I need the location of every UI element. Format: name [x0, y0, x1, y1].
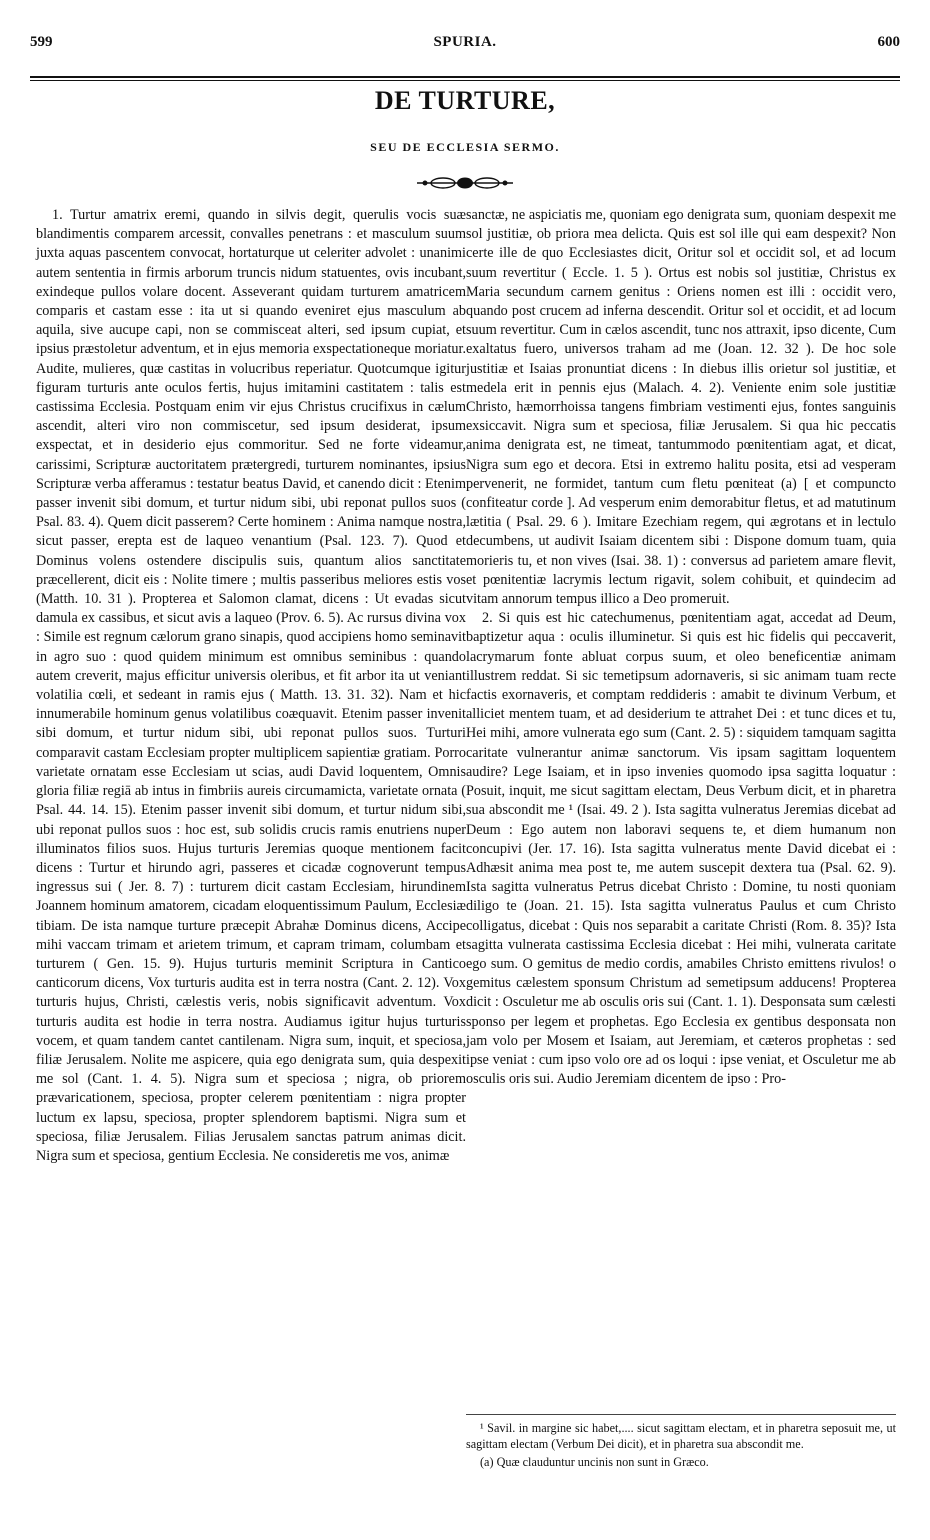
right-column	[466, 206, 896, 1089]
footnote-1: ¹ Savil. in margine sic habet,.... sicut sagittam electam, et in pharetra seposuit me, ut sagittam electam (Verbum Dei dicit), et in pharetra sua abscondit me.	[466, 1421, 896, 1451]
left-column	[36, 206, 466, 1166]
footnotes	[466, 1414, 896, 1474]
running-title: SPURIA.	[433, 34, 497, 50]
footnote-a: (a) Quæ clauduntur uncinis non sunt in Græco.	[480, 1455, 709, 1469]
footnote-separator	[466, 1414, 896, 1415]
page-number-left: 599	[30, 34, 53, 50]
paragraph-2: 2. Si quis est hic catechumenus, pœnitentiam agat, accedat ad Deum, baptizetur aqua : oculis illuminetur. Si quis est hic fidelis qui peccaverit, lacrymarum fonte abluat corpus suum, et oleo beneficentiæ animam illustrem reddat. Si sic temetipsum adornaveris, si sic animam tuam recte factis exornaveris, et comptam reddideris : amabit te divinum Verbum, et alliciet mentem tuam, et ad desiderium te attrahet Dei : et tunc dices et tu, Hei mihi, amore vulnerata ego sum (Cant. 2. 5) : siquidem tamquam sagitta caritate vulnerantur animæ sanctorum. Vis ipsam sagittam loquentem audire? Lege Isaiam, et in ipso invenies quomodo ipsa sagitta loquatur : Posuit, inquit, me sicut sagittam electam, Deus Verbum dicit, et in pharetra sua abscondit me ¹ (Isai. 49. 2 ). Ista sagitta vulneratus Jeremias dicebat ad Deum : Ego autem non laboravi sequens te, et diem humanum non concupivi (Jer. 17. 16). Ista sagitta vulneratus mente David dicebat ei : Adhæsit anima mea post te, me autem suscepit dextera tua (Psal. 62. 9). Ista sagitta vulneratus Petrus dicebat Christo : Domine, tu nosti quoniam diligo te (Joan. 21. 15). Ista sagitta vulneratus Paulus et cum Christo colligatus, dicebat : Quis nos separabit a caritate Christi (Rom. 8. 35)? Ista sagitta vulnerata castissima Ecclesia dicebat : Hei mihi, vulnerata caritate ego sum. O gemitus de medio cordis, amabiles Christo emittens rivulos! o gemitus cælestem sponsum Christum ad semetipsum adducens! Propterea dicit : Osculetur me ab osculis oris sui (Cant. 1. 1). Desponsata sum cælesti sponso per legem et prophetas. Ego Ecclesia ex gentibus desponsata non jam volo per Mosem et Isaiam, aut Jeremiam, et cæteros prophetas : sed ipse veniat : cum ipso volo ore ad os loqui : ipse veniat, et Osculetur me ab osculis oris sui. Audio Jeremiam dicentem de ipso : Pro-	[466, 610, 896, 1088]
page-header	[30, 34, 900, 58]
paragraph-1: 1. Turtur amatrix eremi, quando in silvis degit, querulis vocis suæ blandimentis comparem arcessit, convalles penetrans : et masculum suum juxta aquas pascentem convocat, hortaturque ut celeriter advolet : unanimi autem sententia in firmis arborum truncis nidum statuentes, ovis incubant, exindeque pullos volare docent. Asseverant quidam turturem amatricem comparis et castam esse : ita ut si quando eveniret ejus masculum ab aquila, sive aucupe capi, non se commisceat alteri, sed ipsum cupiat, et ipsius præstoletur adventum, et in ejus memoria exspectationeque moriatur. Audite, mulieres, quæ castitas in volucribus reperiatur. Quotcumque igitur figuram turturis ante oculos fertis, hujus imitamini castitatem : talis est castissima Ecclesia. Postquam enim vir ejus Christus crucifixus in cælum ascendit, alteri viro non commiscetur, sed ipsum desiderat, ipsum exspectat, et in desiderio ejus commoritur. Sed ne forte videamur, carissimi, Scripturæ auctoritatem prætergredi, turturem nominantes, ipsius Scripturæ verba afferamus : testatur beatus David, et canendo dicit : Etenim passer invenit sibi domum, et turtur nidum sibi, ubi reponat pullos suos ( Psal. 83. 4). Quem dicit passerem? Certe hominem : Anima namque nostra, sicut passer, erepta est de laqueo venantium (Psal. 123. 7). Quod et Dominus volens ostendere discipulis suis, quantum alios sanctitate præcellerent, dicit eis : Nolite timere ; multis passeribus meliores estis vos (Matth. 10. 31 ). Propterea et Salomon clamat, dicens : Ut evadas sicut damula ex cassibus, et sicut avis a laqueo (Prov. 6. 5). Ac rursus divina vox : Simile est regnum cælorum grano sinapis, quod accipiens homo seminavit in agro suo : quod quidem minimum est omnibus seminibus : quando autem creverit, majus efficitur universis oleribus, et fit arbor ita ut veniant volatilia cœli, et sedeant in ramis ejus ( Matth. 13. 31. 32). Nam et hic innumerabile hominum genus volatilibus coæquavit. Etenim passer invenit sibi domum, et turtur nidum sibi, ubi reponat pullos suos. Turturi comparavit castam Ecclesiam propter multiplicem sapientiæ gratiam. Porro varietate ornatam esse Ecclesiam ut scias, audi David loquentem, Omnis gloria filiæ regiā ab intus in fimbriis aureis circumamicta, varietate ornata ( Psal. 44. 14. 15). Etenim passer invenit sibi domum, et turtur nidum sibi, ubi reponat pullos suos : hoc est, sub solidis crucis ramis enutriens nuper illuminatos filios suos. Hujus turturis Jeremias quoque mentionem facit dicens : Turtur et hirundo agri, passeres et cicadæ cognoverunt tempus ingressus sui ( Jer. 8. 7) : turturem dicit castam Ecclesiam, hirundinem Joannem hominum amatorem, cicadam eloquentissimum Paulum, Ecclesiæ tibiam. De ista namque turture præcepit Abrahæ Dominus dicens, Accipe mihi vaccam trimam et arietem trimum, et capram trimam, columbam et turturem ( Gen. 15. 9). Hujus turturis meminit Scriptura in Cantico canticorum dicens, Vox turturis audita est in terra nostra (Cant. 2. 12). Vox turturis hujus, Christi, cælestis veris, nobis significavit adventum. Vox turturis audita est hodie in terra nostra. Audiamus igitur hujus turturis vocem, et quam tandem cantet cantilenam. Nigra sum, inquit, et speciosa, filiæ Jerusalem. Nolite me aspicere, quia ego denigrata sum, quia despexit me sol (Cant. 1. 4. 5). Nigra sum et speciosa ; nigra, ob priorem prævaricationem, speciosa, propter celerem pœnitentiam : nigra propter luctum ex lapsu, speciosa, propter splendorem baptismi. Nigra sum et speciosa, filiæ Jerusalem. Filias Jerusalem sanctas patrum animas dicit. Nigra sum et speciosa, gentium Ecclesia. Ne consideretis me vos, animæ	[36, 207, 466, 1164]
section-title: DE TURTURE,	[374, 86, 556, 115]
section-subtitle: SEU DE ECCLESIA SERMO.	[370, 140, 560, 154]
page-number-right: 600	[877, 34, 900, 50]
header-rule-thin	[30, 80, 900, 81]
ornament-divider-icon	[415, 176, 515, 190]
header-rule-thick	[30, 76, 900, 78]
paragraph-1-continued: sanctæ, ne aspiciatis me, quoniam ego denigrata sum, quoniam despexit me sol justitiæ, ob priora mea delicta. Quis est sol ille qui eam despexit? Non certe ille de quo Ecclesiastes dicit, Oritur sol et occidit sol, et ad locum suum revertitur ( Eccle. 1. 5 ). Ortus est nobis sol justitiæ, Christus ex Maria secundum carnem genitus : Oriens nomen est illi : occidit vero, quando post crucem ad inferna descendit. Oritur sol et occidit, et ad locum suum revertitur. Cum in cælos ascendit, tunc nos attraxit, ipso dicente, Cum exaltatus fuero, universos traham ad me (Joan. 12. 32 ). De hoc sole justitiæ et Isaias pronuntiat dicens : In diebus illis orietur sol justitiæ, et medela erit in pennis ejus (Malach. 4. 2). Veniente enim sole justitiæ Christo, hæmorrhoissa tangens fimbriam vestimenti ejus, fontes sanguinis exsiccavit. Nigra sum et speciosa, filiæ Jerusalem. Si qua hic peccatis anima denigrata est, ne timeat, tantummodo pœnitentiam agat, et dicat, Nigra sum ego et decora. Etsi in extremo halitu posita, etsi ad vesperam pervenerit, ne formidet, tantum cum fletu pœniteat (a) [ et compuncto confiteatur corde ]. Ad vesperum enim demorabitur fletus, et ad matutinum lætitia ( Psal. 29. 6 ). Imitare Ezechiam regem, qui ægrotans et in lectulo decumbens, ut audivit Isaiam dicentem sibi : Dispone domum tuam, quia morieris tu, et non vives (Isai. 38. 1) : conversus ad parietem amare flevit, et pœnitentiæ lacrymis lectum rigavit, solem cohibuit, et quindecim ad vitam annorum tempus illico a Deo promeruit.	[466, 207, 896, 608]
